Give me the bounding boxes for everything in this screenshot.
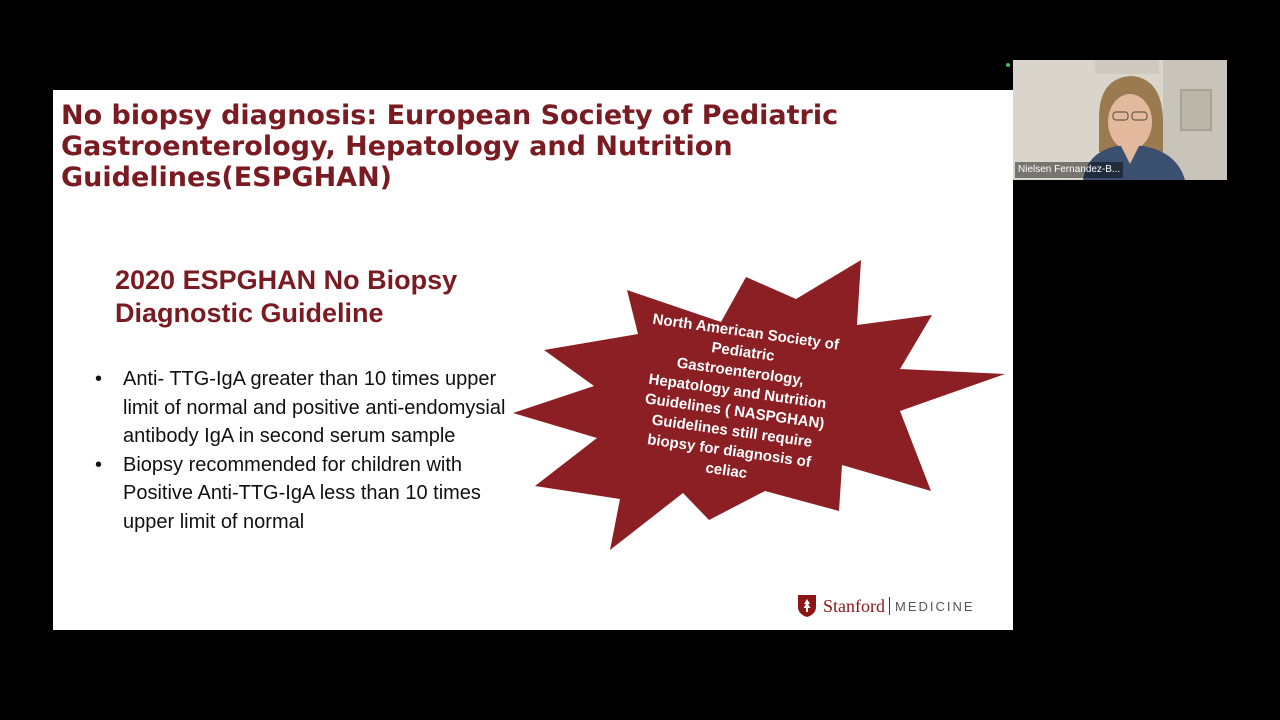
participant-name: Nielsen Fernandez-B... bbox=[1015, 162, 1123, 178]
participant-video-tile[interactable] bbox=[1013, 60, 1227, 180]
bullet-list bbox=[95, 365, 515, 537]
logo-division: MEDICINE bbox=[895, 598, 975, 614]
bullet-item: • Biopsy recommended for children with Positive Anti-TTG-IgA less than 10 times upper limit of normal bbox=[95, 451, 515, 537]
logo-divider bbox=[889, 597, 890, 615]
slide-title: No biopsy diagnosis: European Society of Pediatric Gastroenterology, Hepatology and Nutrition Guidelines(ESPGHAN) bbox=[61, 100, 839, 193]
stanford-medicine-logo bbox=[797, 593, 975, 619]
stanford-seal-icon bbox=[797, 594, 817, 618]
logo-wordmark: Stanford bbox=[823, 595, 885, 616]
shared-slide bbox=[53, 90, 1013, 630]
speaking-indicator-icon bbox=[1006, 63, 1010, 67]
bullet-item: • Anti- TTG-IgA greater than 10 times upper limit of normal and positive anti-endomysial antibody IgA in second serum sample bbox=[95, 365, 515, 451]
slide-subheading: 2020 ESPGHAN No Biopsy Diagnostic Guideline bbox=[115, 265, 458, 328]
starburst-text: North American Society of Pediatric Gastroenterology, Hepatology and Nutrition Guidelines ( NASPGHAN) Guidelines still require biopsy for diagnosis of celiac bbox=[643, 310, 840, 483]
